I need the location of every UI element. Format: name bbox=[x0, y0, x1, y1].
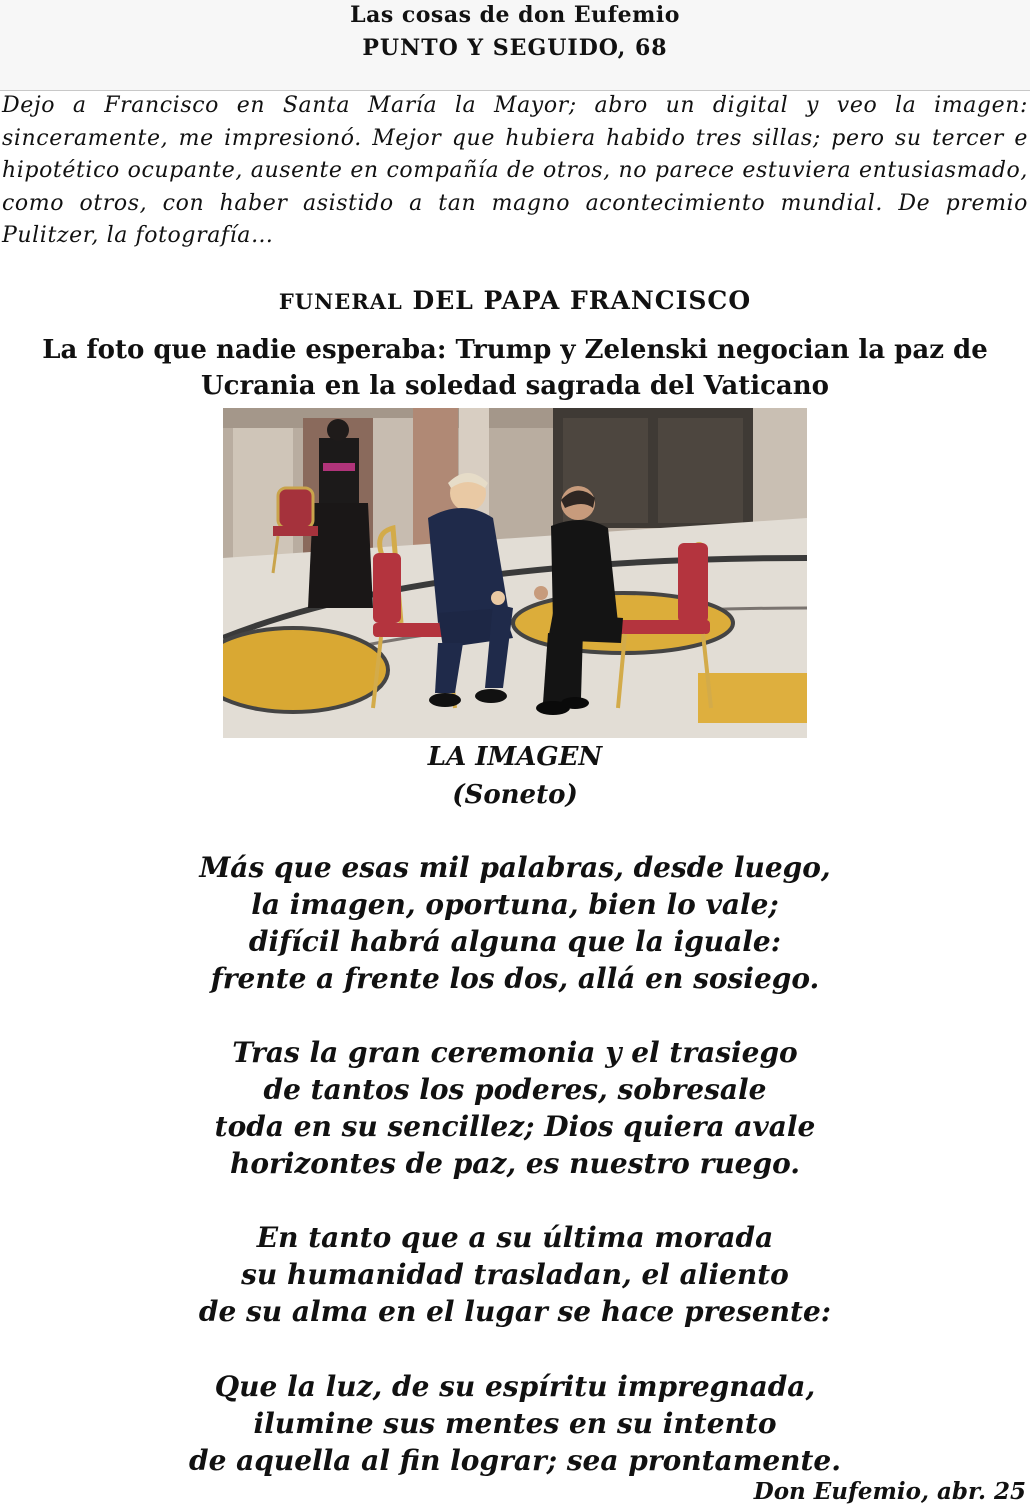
author-signature: Don Eufemio, abr. 25 bbox=[753, 1478, 1026, 1505]
verse-line: de tantos los poderes, sobresale bbox=[263, 1073, 767, 1106]
intro-line: e hipotético ocupante, ausente en compañía de otros, no parece estuviera bbox=[2, 125, 1028, 183]
series-title: Las cosas de don Eufemio bbox=[350, 2, 680, 28]
intro-line: mundial. De premio Pulitzer, la fotografía… bbox=[2, 190, 1029, 248]
section-heading bbox=[0, 286, 1030, 315]
section-heading-large: DEL PAPA FRANCISCO bbox=[402, 286, 752, 315]
verse-line: Tras la gran ceremonia y el trasiego bbox=[232, 1036, 798, 1069]
stanza bbox=[0, 1219, 1030, 1330]
verse-line: En tanto que a su última morada bbox=[256, 1221, 774, 1254]
verse-line: frente a frente los dos, allá en sosiego. bbox=[210, 962, 820, 995]
page-header bbox=[0, 0, 1030, 91]
verse-line: difícil habrá alguna que la iguale: bbox=[248, 925, 782, 958]
news-photo bbox=[223, 408, 807, 738]
stanza bbox=[0, 849, 1030, 997]
poem-title: LA IMAGEN bbox=[427, 742, 603, 772]
verse-line: su humanidad trasladan, el aliento bbox=[241, 1258, 789, 1291]
column-title: PUNTO Y SEGUIDO, 68 bbox=[362, 35, 668, 61]
verse-line: horizontes de paz, es nuestro ruego. bbox=[229, 1147, 801, 1180]
stanza bbox=[0, 1034, 1030, 1182]
verse-line: toda en su sencillez; Dios quiera avale bbox=[214, 1110, 816, 1143]
verse-line: Más que esas mil palabras, desde luego, bbox=[199, 851, 831, 884]
headline-line: Ucrania en la soledad sagrada del Vaticano bbox=[200, 371, 830, 401]
intro-line: entusiasmado, como otros, con haber asistido a tan magno acontecimiento bbox=[2, 158, 1028, 216]
photo-illustration bbox=[223, 408, 807, 738]
section-heading-small: FUNERAL bbox=[278, 289, 403, 314]
stanza bbox=[0, 1368, 1030, 1479]
poem-subtitle: (Soneto) bbox=[452, 780, 578, 810]
verse-line: Que la luz, de su espíritu impregnada, bbox=[214, 1370, 816, 1403]
verse-line: de aquella al fin lograr; sea prontamente. bbox=[188, 1444, 841, 1477]
article-headline bbox=[20, 332, 1010, 404]
poem-heading bbox=[0, 738, 1030, 814]
intro-line: sinceramente, me impresionó. Mejor que hubiera habido tres sillas; pero su tercer bbox=[2, 125, 1004, 151]
intro-paragraph bbox=[2, 90, 1028, 253]
verse-line: de su alma en el lugar se hace presente: bbox=[198, 1295, 832, 1328]
headline-line: La foto que nadie esperaba: Trump y Zelenski negocian la paz de bbox=[42, 335, 988, 365]
intro-line: Dejo a Francisco en Santa María la Mayor; abro un digital y veo la imagen: bbox=[2, 93, 1028, 118]
verse-line: ilumine sus mentes en su intento bbox=[253, 1407, 777, 1440]
verse-line: la imagen, oportuna, bien lo vale; bbox=[251, 888, 779, 921]
